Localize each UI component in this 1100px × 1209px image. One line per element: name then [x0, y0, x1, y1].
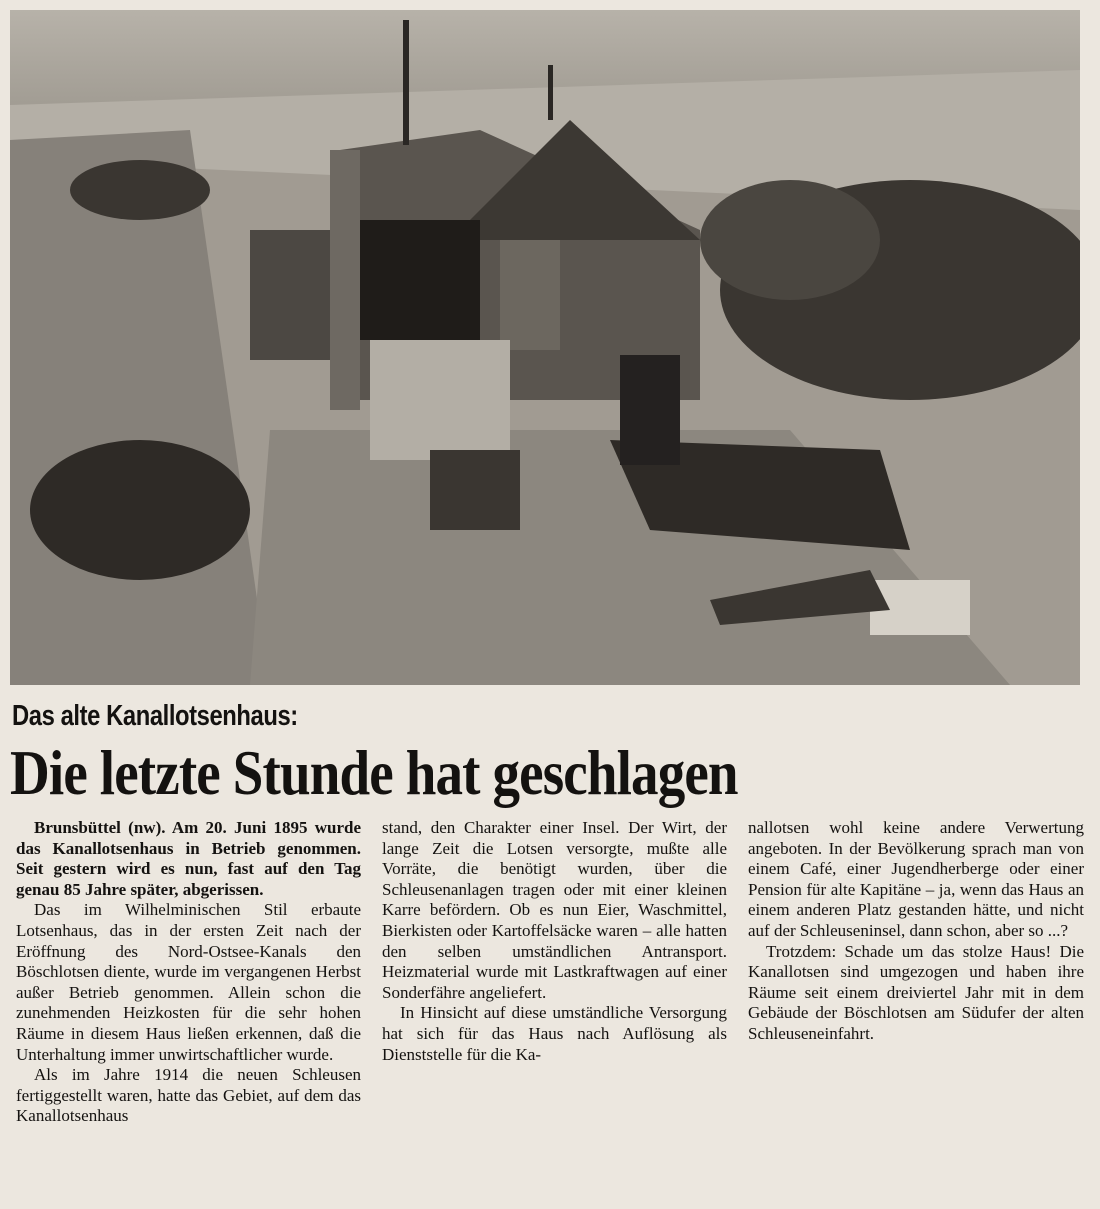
article-paragraph: stand, den Charakter einer Insel. Der Wirt, der lange Zeit die Lotsen versorgte, mußte alle Vorräte, die benötigt wurden, über die Schleusenanlagen tragen oder mit einer kleinen Karre befördern. Ob es nun Eier, Waschmittel, Bierkisten oder Kartoffelsäcke waren – alle hatten den selben umständlichen Antransport. Heizmaterial wurde mit Lastkraftwagen auf einer Sonderfähre angeliefert. — [382, 818, 727, 1002]
article-column-1 — [16, 818, 361, 1127]
article-paragraph: nallotsen wohl keine andere Verwertung angeboten. In der Bevölkerung sprach man von einem Café, einer Jugendherberge oder einer Pension für alte Kapitäne – ja, wenn das Haus an einem anderen Platz gestanden hätte, und nicht auf der Schleuseninsel, dann schon, aber so ...? — [748, 818, 1084, 940]
article-paragraph: Das im Wilhelminischen Stil erbaute Lotsenhaus, das in der ersten Zeit nach der Eröffnung des Nord-Ostsee-Kanals den Böschlotsen diente, wurde im vergangenen Herbst außer Betrieb genommen. Allein schon die zunehmenden Heizkosten für die sehr hohen Räume in diesem Haus ließen erkennen, daß die Unterhaltung immer unwirtschaftlicher wurde. — [16, 900, 361, 1064]
article-lead-paragraph: Brunsbüttel (nw). Am 20. Juni 1895 wurde das Kanallotsenhaus in Betrieb genommen. Seit gestern wird es nun, fast auf den Tag genau 85 Jahre später, abgerissen. — [16, 818, 361, 899]
article-paragraph: Als im Jahre 1914 die neuen Schleusen fertiggestellt waren, hatte das Gebiet, auf dem das Kanallotsenhaus — [16, 1065, 361, 1126]
article-paragraph: In Hinsicht auf diese umständliche Versorgung hat sich für das Haus nach Auflösung als Dienststelle für die Ka- — [382, 1003, 727, 1064]
article-column-2 — [382, 818, 727, 1065]
article-headline: Die letzte Stunde hat geschlagen — [10, 737, 738, 808]
article-kicker: Das alte Kanallotsenhaus: — [12, 700, 298, 732]
article-photo — [10, 10, 1080, 685]
article-paragraph: Trotzdem: Schade um das stolze Haus! Die Kanallotsen sind umgezogen und haben ihre Räume seit einem dreiviertel Jahr mit in dem Gebäude der Böschlotsen am Südufer der alten Schleuseneinfahrt. — [748, 941, 1084, 1043]
article-column-3 — [748, 818, 1084, 1045]
